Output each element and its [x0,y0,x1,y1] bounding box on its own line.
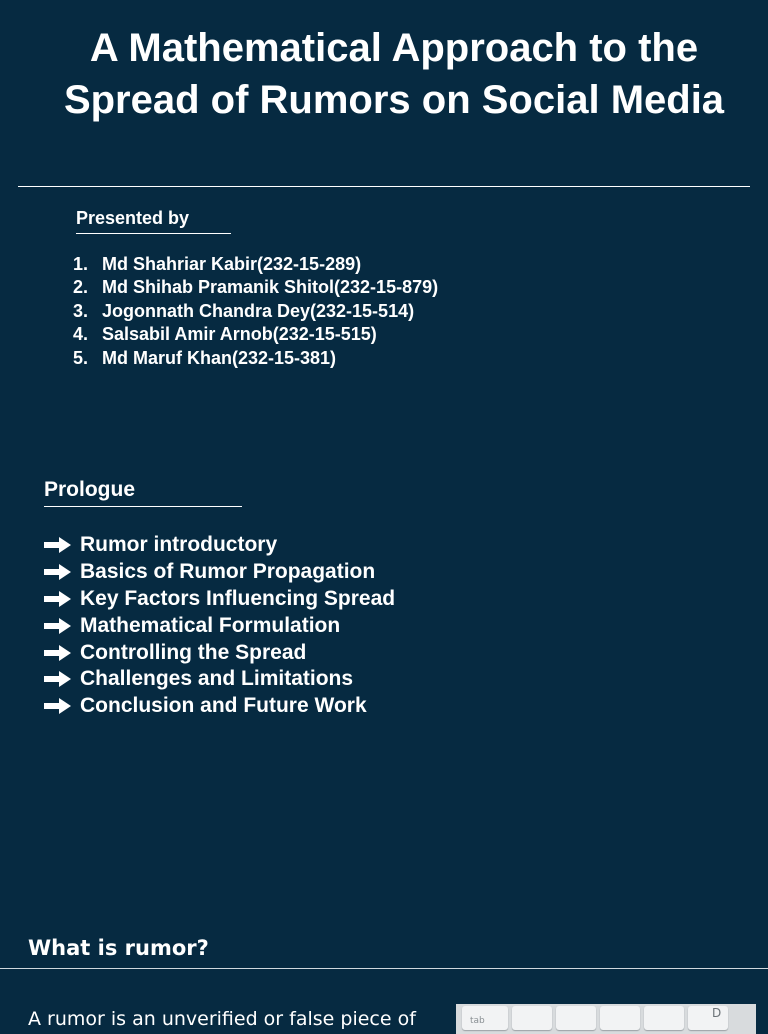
right-arrow-icon [44,590,80,608]
topic-label: Basics of Rumor Propagation [80,560,376,584]
member-name: Md Maruf Khan(232-15-381) [102,347,337,368]
list-number: 3. [73,300,89,321]
member-name: Md Shihab Pramanik Shitol(232-15-879) [102,277,439,298]
keyboard-key [462,1006,508,1030]
section-heading: What is rumor? [28,936,209,960]
keyboard-key [600,1006,640,1030]
keyboard-key [556,1006,596,1030]
list-item [44,612,395,639]
right-arrow-icon [44,697,80,715]
list-number: 1. [73,254,89,274]
list-number: 4. [73,324,89,345]
page-title: A Mathematical Approach to the Spread of Rumors on Social Media [63,26,725,122]
keyboard-image [456,1004,756,1034]
keyboard-key [512,1006,552,1030]
list-item [68,323,438,346]
list-item [44,532,395,559]
list-item [44,666,395,693]
topic-label: Mathematical Formulation [80,613,341,637]
right-arrow-icon [44,536,80,554]
rumor-definition-text: A rumor is an unverified or false piece of [28,1008,416,1030]
member-name: Salsabil Amir Arnob(232-15-515) [102,324,377,345]
topic-label: Conclusion and Future Work [80,694,367,718]
presented-by-label: Presented by [76,208,231,234]
member-name: Md Shahriar Kabir(232-15-289) [102,254,362,274]
member-list [68,253,438,370]
prologue-list [44,532,395,720]
list-item [44,586,395,613]
right-arrow-icon [44,644,80,662]
right-arrow-icon [44,617,80,635]
list-item [68,300,438,323]
list-item [68,347,438,370]
list-item [68,276,438,299]
title-divider [18,186,750,187]
list-item [44,639,395,666]
right-arrow-icon [44,563,80,581]
prologue-heading: Prologue [44,478,242,507]
key-label: D [712,1006,722,1020]
section-divider [0,968,768,969]
list-item [68,253,438,276]
key-label: tab [470,1016,485,1026]
list-item [44,559,395,586]
topic-label: Challenges and Limitations [80,667,354,691]
keyboard-key [644,1006,684,1030]
list-item [44,693,395,720]
topic-label: Key Factors Influencing Spread [80,586,396,610]
right-arrow-icon [44,670,80,688]
topic-label: Controlling the Spread [80,640,307,664]
list-number: 5. [73,347,89,368]
list-number: 2. [73,277,89,298]
topic-label: Rumor introductory [80,533,278,557]
keyboard-key [688,1006,728,1030]
member-name: Jogonnath Chandra Dey(232-15-514) [102,300,415,321]
